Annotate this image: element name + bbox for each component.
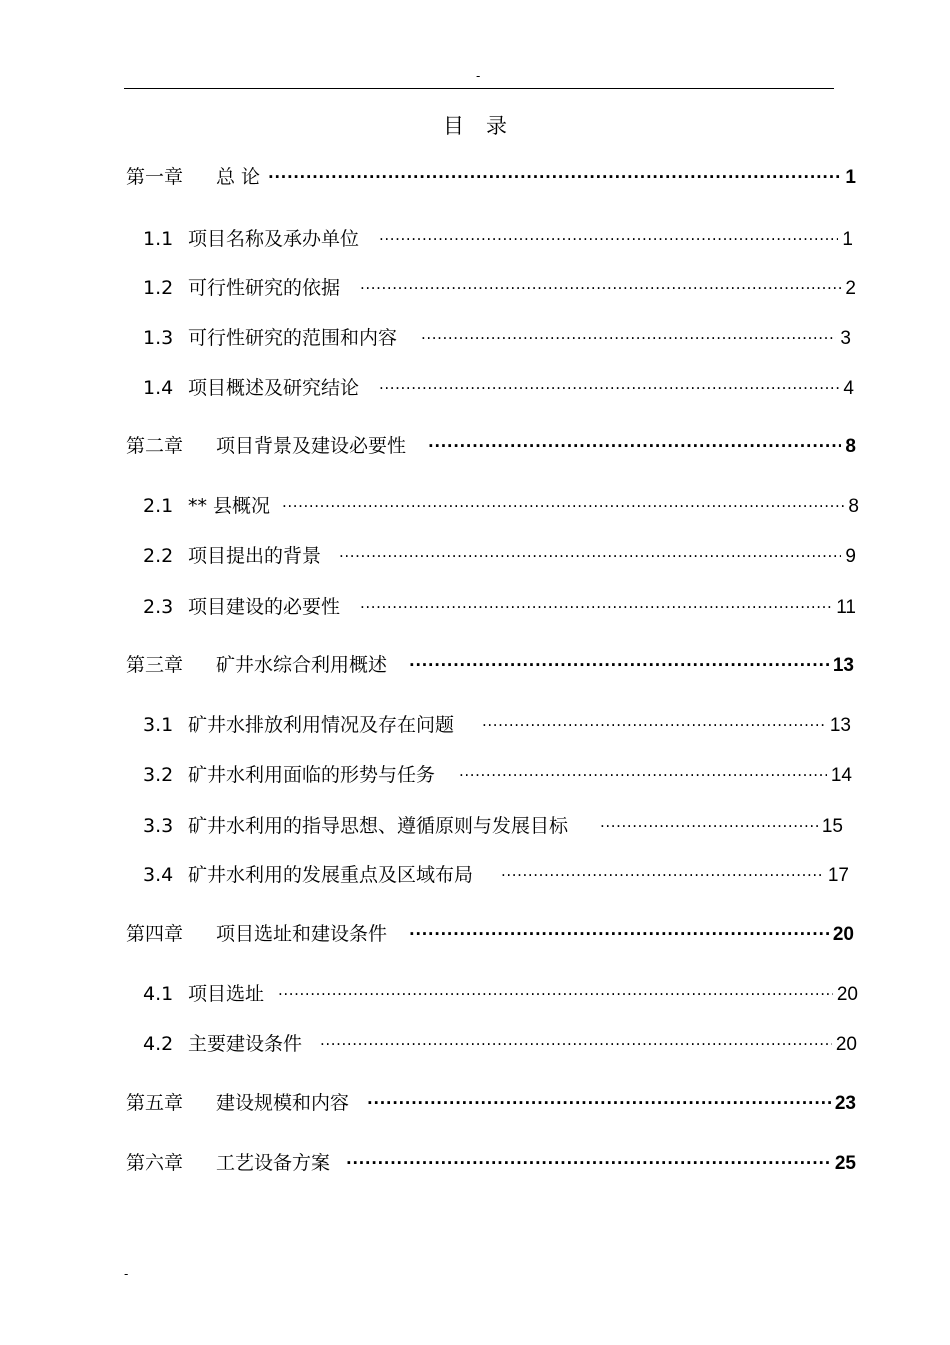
toc-entry-page: 23 (834, 1093, 856, 1114)
toc-entry-page: 20 (832, 924, 854, 945)
toc-entry-page: 15 (821, 816, 843, 837)
toc-entry-page: 20 (835, 1034, 857, 1055)
toc-entry-section-4-1[interactable] (143, 980, 858, 1007)
toc-entry-number: 2.2 (143, 545, 174, 567)
dot-leader (278, 980, 833, 1000)
toc-entry-page: 8 (845, 436, 856, 457)
dot-leader (379, 225, 838, 245)
dot-leader (600, 812, 818, 832)
dot-leader (379, 374, 839, 394)
toc-entry-number: 1.3 (143, 327, 174, 349)
toc-entry-number: 4.2 (143, 1033, 174, 1055)
toc-entry-page: 3 (840, 328, 851, 349)
toc-entry-page: 8 (848, 496, 859, 517)
toc-entry-chapter-4[interactable] (126, 920, 854, 947)
toc-entry-number: 第六章 (126, 1152, 184, 1174)
dot-leader (409, 920, 829, 940)
toc-entry-section-4-2[interactable] (143, 1030, 857, 1057)
dot-leader (482, 711, 826, 731)
toc-entry-section-3-2[interactable] (143, 761, 852, 788)
dot-leader (339, 542, 841, 562)
toc-entry-title: 项目选址 (188, 983, 265, 1005)
dot-leader (346, 1149, 831, 1169)
toc-entry-page: 17 (827, 865, 849, 886)
toc-entry-title: 建设规模和内容 (216, 1092, 350, 1114)
toc-entry-title: 项目背景及建设必要性 (216, 435, 407, 457)
footer-mark: - (124, 1267, 129, 1281)
toc-entry-number: 第二章 (126, 435, 184, 457)
toc-entry-chapter-1[interactable] (126, 163, 856, 190)
toc-title: 目录 (443, 114, 529, 138)
toc-entry-number: 1.1 (143, 228, 174, 250)
toc-entry-chapter-6[interactable] (126, 1149, 856, 1176)
toc-entry-title: 项目名称及承办单位 (188, 228, 360, 250)
header-mark: - (476, 69, 481, 83)
toc-entry-page: 11 (836, 597, 856, 618)
dot-leader (360, 274, 841, 294)
dot-leader (459, 761, 827, 781)
toc-entry-page: 25 (834, 1153, 856, 1174)
toc-entry-number: 第一章 (126, 166, 184, 188)
toc-entry-title: 项目建设的必要性 (188, 596, 341, 618)
toc-entry-page: 13 (829, 715, 851, 736)
toc-entry-page: 13 (832, 655, 854, 676)
toc-entry-title: 可行性研究的依据 (188, 277, 341, 299)
toc-entry-title: 总 论 (216, 166, 261, 188)
toc-entry-number: 3.2 (143, 764, 174, 786)
toc-entry-section-2-1[interactable] (143, 492, 859, 519)
dot-leader (428, 432, 841, 452)
toc-entry-number: 2.1 (143, 495, 174, 517)
dot-leader (360, 593, 832, 613)
toc-entry-number: 第四章 (126, 923, 184, 945)
toc-entry-page: 4 (843, 378, 854, 399)
toc-entry-title: 矿井水利用的指导思想、遵循原则与发展目标 (188, 815, 569, 837)
toc-entry-section-3-3[interactable] (143, 812, 843, 839)
toc-entry-number: 第五章 (126, 1092, 184, 1114)
toc-entry-section-3-4[interactable] (143, 861, 849, 888)
toc-entry-title: ** 县概况 (188, 495, 271, 517)
toc-entry-section-1-4[interactable] (143, 374, 854, 401)
toc-entry-page: 9 (845, 546, 856, 567)
toc-entry-title: 矿井水排放利用情况及存在问题 (188, 714, 455, 736)
toc-entry-number: 第三章 (126, 654, 184, 676)
toc-entry-title: 可行性研究的范围和内容 (188, 327, 398, 349)
toc-entry-page: 2 (845, 278, 856, 299)
toc-entry-section-1-1[interactable] (143, 225, 853, 252)
toc-entry-title: 矿井水利用面临的形势与任务 (188, 764, 436, 786)
dot-leader (501, 861, 824, 881)
toc-entry-title: 项目概述及研究结论 (188, 377, 360, 399)
toc-entry-chapter-2[interactable] (126, 432, 856, 459)
toc-entry-title: 工艺设备方案 (216, 1152, 331, 1174)
toc-entry-section-2-3[interactable] (143, 593, 856, 620)
toc-entry-number: 3.3 (143, 815, 174, 837)
toc-entry-section-2-2[interactable] (143, 542, 856, 569)
toc-entry-section-3-1[interactable] (143, 711, 851, 738)
dot-leader (409, 651, 829, 671)
dot-leader (367, 1089, 831, 1109)
toc-entry-number: 1.2 (143, 277, 174, 299)
toc-entry-title: 项目提出的背景 (188, 545, 322, 567)
toc-entry-page: 1 (845, 167, 856, 188)
toc-entry-number: 3.4 (143, 864, 174, 886)
dot-leader (320, 1030, 832, 1050)
toc-entry-page: 20 (836, 984, 858, 1005)
toc-entry-number: 3.1 (143, 714, 174, 736)
toc-entry-title: 矿井水综合利用概述 (216, 654, 388, 676)
toc-entry-chapter-3[interactable] (126, 651, 854, 678)
toc-entry-page: 14 (830, 765, 852, 786)
dot-leader (421, 324, 836, 344)
toc-entry-title: 矿井水利用的发展重点及区域布局 (188, 864, 474, 886)
toc-entry-chapter-5[interactable] (126, 1089, 856, 1116)
toc-entry-section-1-3[interactable] (143, 324, 851, 351)
dot-leader (268, 163, 841, 183)
toc-entry-number: 1.4 (143, 377, 174, 399)
dot-leader (282, 492, 844, 512)
toc-entry-title: 主要建设条件 (188, 1033, 303, 1055)
toc-entry-number: 4.1 (143, 983, 174, 1005)
toc-entry-page: 1 (842, 229, 853, 250)
toc-entry-title: 项目选址和建设条件 (216, 923, 388, 945)
toc-entry-number: 2.3 (143, 596, 174, 618)
toc-entry-section-1-2[interactable] (143, 274, 856, 301)
